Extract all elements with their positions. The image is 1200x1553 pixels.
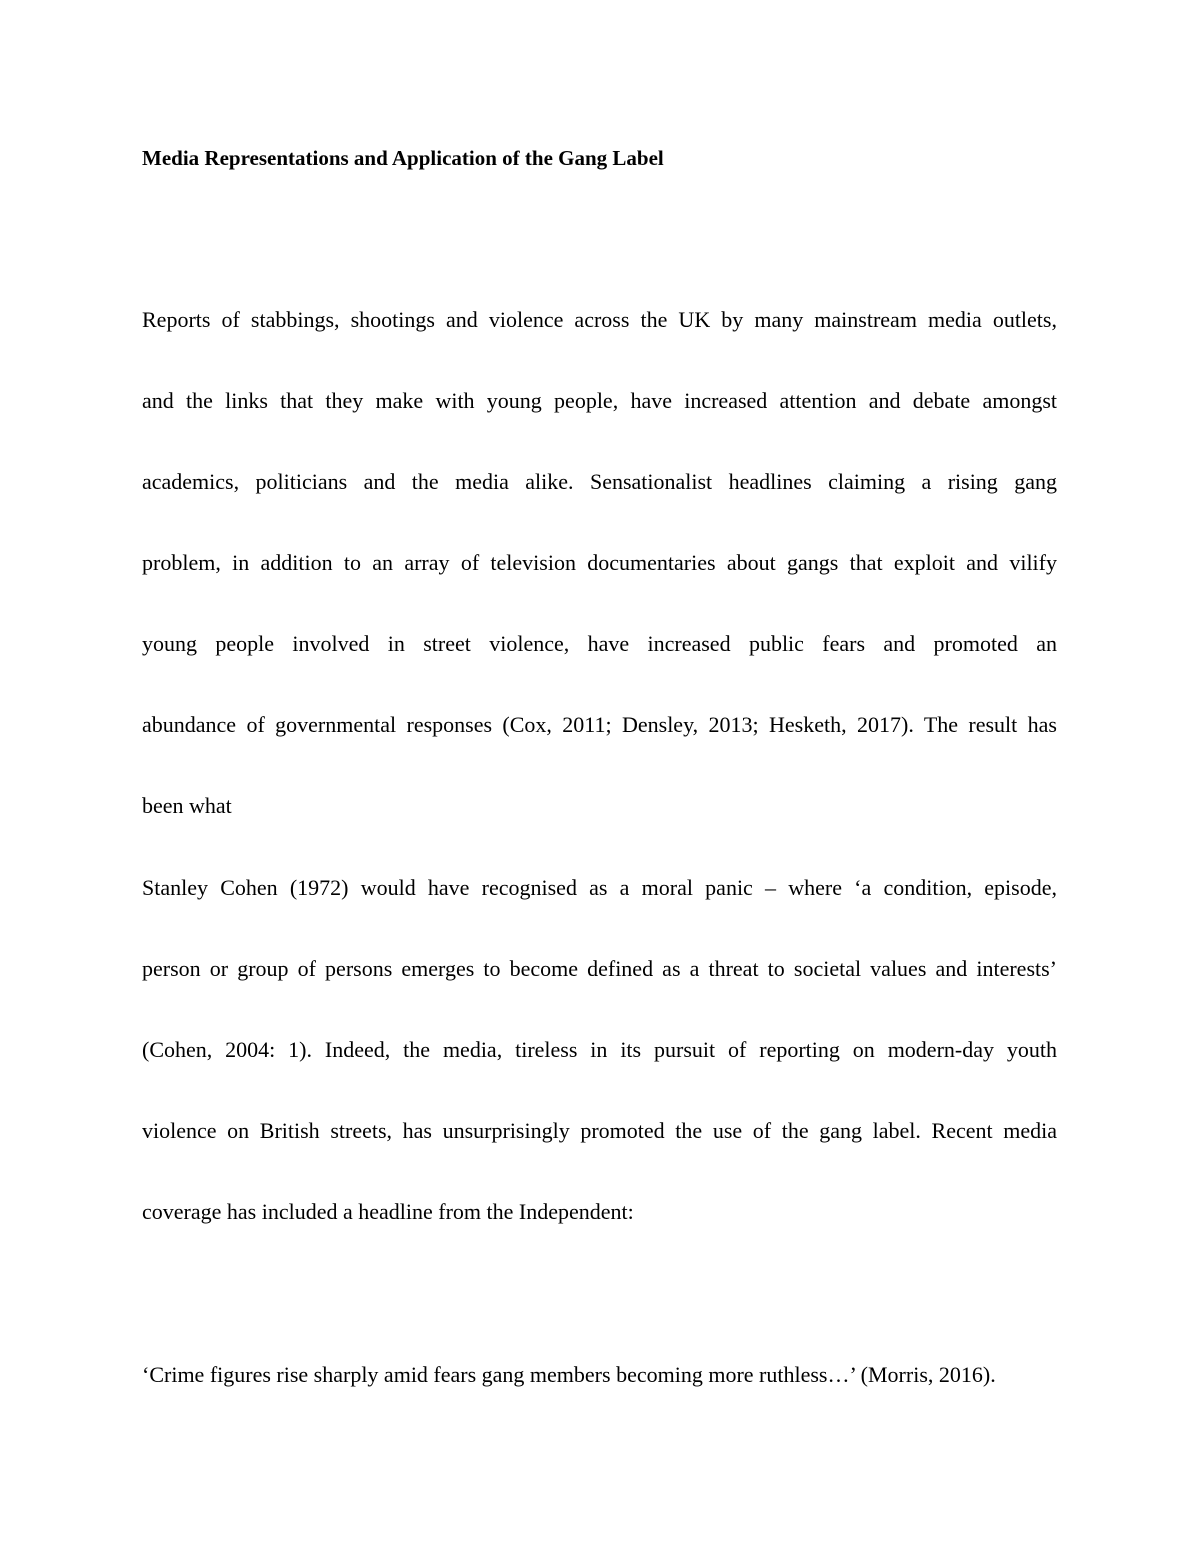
body-line: coverage has included a headline from the Independent: bbox=[142, 1199, 634, 1224]
body-line: and the links that they make with young people, have increased attention and debate amongst bbox=[142, 388, 1057, 413]
body-line: Reports of stabbings, shootings and violence across the UK by many mainstream media outlets, bbox=[142, 307, 1057, 332]
block-quote: ‘Crime figures rise sharply amid fears gang members becoming more ruthless…’ (Morris, 2016). bbox=[142, 1362, 996, 1387]
document-title: Media Representations and Application of the Gang Label bbox=[142, 146, 664, 170]
body-line: Stanley Cohen (1972) would have recognised as a moral panic – where ‘a condition, episode, bbox=[142, 875, 1057, 900]
body-line: young people involved in street violence, have increased public fears and promoted an bbox=[142, 631, 1057, 656]
body-line: been what bbox=[142, 793, 232, 818]
body-line: person or group of persons emerges to become defined as a threat to societal values and interests’ bbox=[142, 956, 1057, 981]
body-line: problem, in addition to an array of television documentaries about gangs that exploit and vilify bbox=[142, 550, 1057, 575]
body-line: academics, politicians and the media alike. Sensationalist headlines claiming a rising gang bbox=[142, 469, 1057, 494]
body-line: abundance of governmental responses (Cox, 2011; Densley, 2013; Hesketh, 2017). The result has bbox=[142, 712, 1057, 737]
body-line: (Cohen, 2004: 1). Indeed, the media, tireless in its pursuit of reporting on modern-day youth bbox=[142, 1037, 1057, 1062]
body-line: violence on British streets, has unsurprisingly promoted the use of the gang label. Recent media bbox=[142, 1118, 1057, 1143]
